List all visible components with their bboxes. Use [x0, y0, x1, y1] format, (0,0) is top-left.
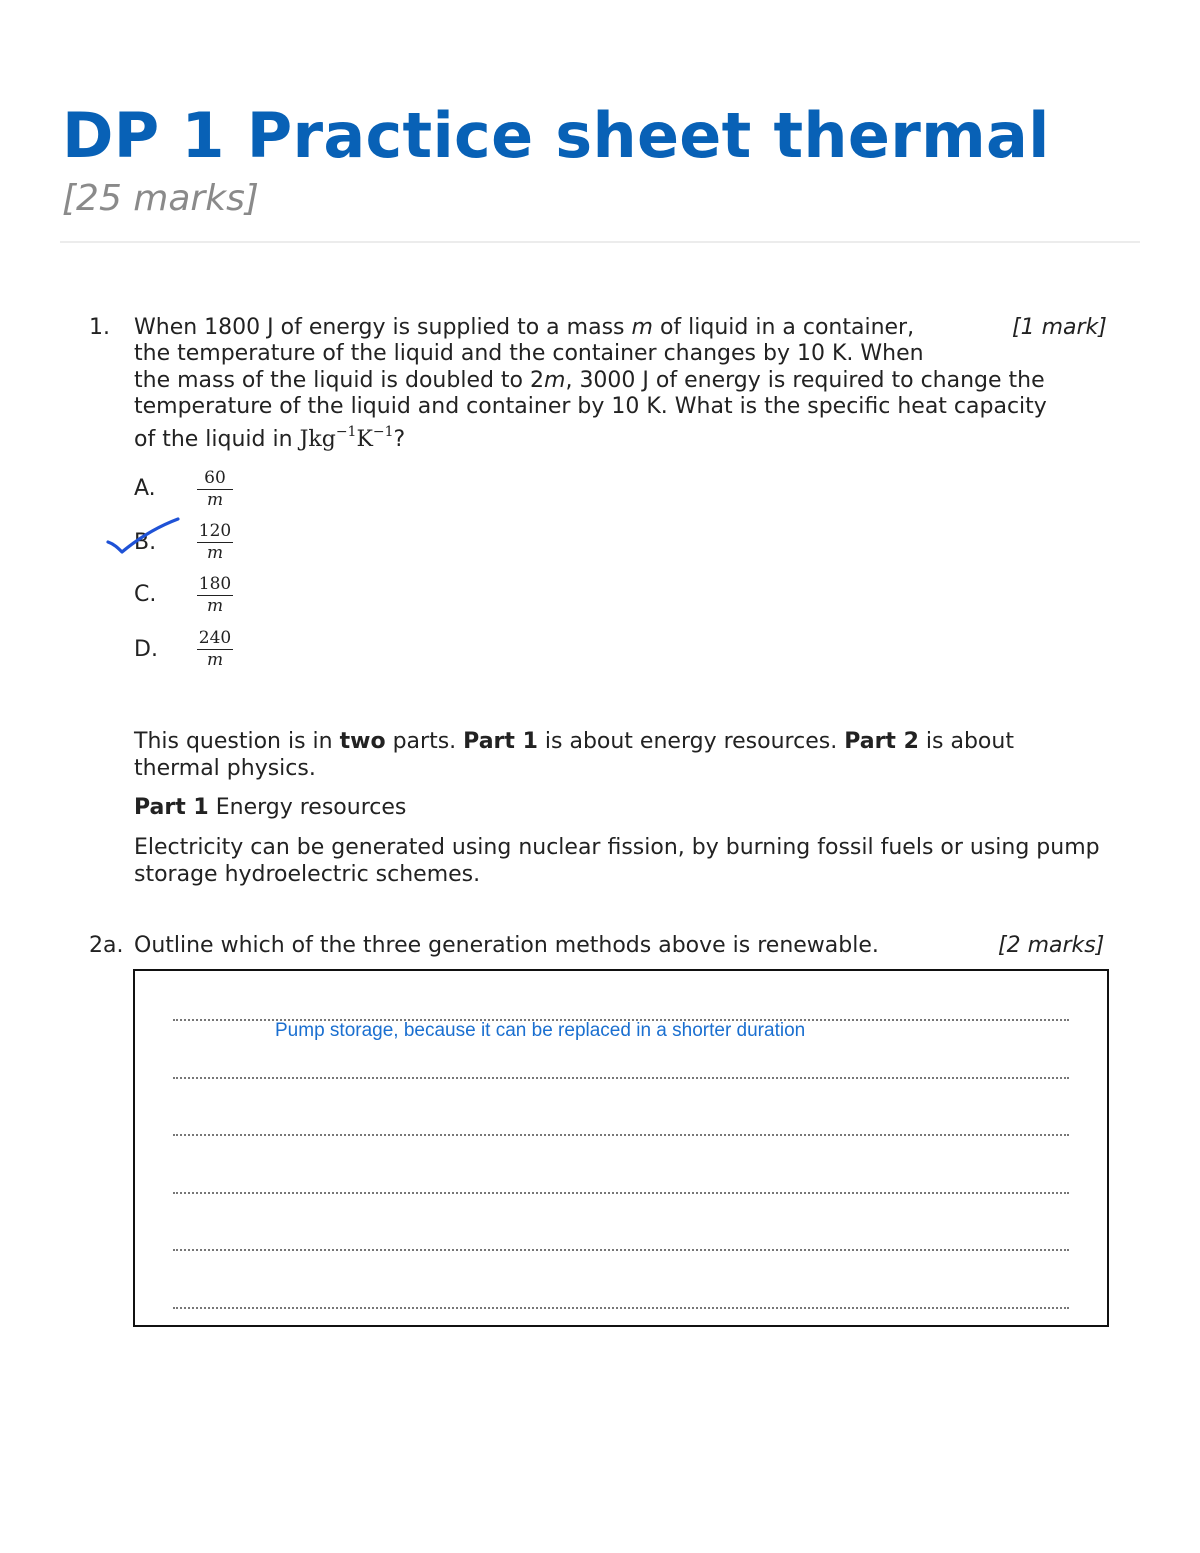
- option-a-den: m: [206, 490, 224, 510]
- option-d-num: 240: [198, 628, 232, 648]
- q1-line1-text: When 1800 J of energy is supplied to a mass: [134, 315, 625, 340]
- q1-marks: [1 mark]: [1012, 315, 1107, 340]
- q1-line2: the temperature of the liquid and the container changes by 10 K. When: [134, 341, 924, 366]
- q1-line3: [134, 368, 1045, 395]
- q1-line5: [134, 423, 406, 454]
- q1-line3-end: , 3000 J of energy is required to change the: [565, 368, 1045, 393]
- unit-j: J: [299, 427, 309, 452]
- unit-kg-exp: −1: [335, 423, 357, 440]
- option-d-label: D.: [134, 637, 158, 662]
- q1-number: 1.: [89, 315, 110, 340]
- page-title: DP 1 Practice sheet thermal: [62, 99, 1050, 172]
- part1-heading: [134, 794, 1124, 821]
- q1-var-m: m: [631, 315, 653, 340]
- total-marks: [25 marks]: [62, 178, 259, 219]
- q1-var-m-2: m: [544, 368, 566, 393]
- intro-paragraph: [134, 728, 1124, 782]
- option-b-num: 120: [198, 521, 232, 541]
- q2a-marks: [2 marks]: [998, 933, 1105, 958]
- intro-two: two: [339, 729, 386, 754]
- intro-text-4: is about: [925, 729, 1014, 754]
- option-c-num: 180: [198, 574, 232, 594]
- option-a-num: 60: [197, 468, 233, 490]
- option-a-fraction: [197, 468, 233, 510]
- answer-box[interactable]: [133, 969, 1109, 1327]
- intro-part2: Part 2: [844, 729, 919, 754]
- intro-text-2: parts.: [392, 729, 457, 754]
- intro-text-5: thermal physics.: [134, 756, 316, 781]
- answer-line: [173, 1077, 1069, 1079]
- answer-line: [173, 1307, 1069, 1309]
- option-c-den: m: [206, 596, 224, 616]
- option-b-fraction: [197, 521, 233, 563]
- option-b-label: B.: [134, 530, 157, 555]
- intro-text-3: is about energy resources.: [544, 729, 838, 754]
- option-d-den: m: [206, 650, 224, 670]
- q1-line5-end: ?: [393, 427, 406, 452]
- part1-title: Energy resources: [215, 795, 407, 820]
- intro-text-1: This question is in: [134, 729, 333, 754]
- q1-line1-end: of liquid in a container,: [659, 315, 915, 340]
- unit-kg: kg: [308, 427, 336, 452]
- intro-part1: Part 1: [463, 729, 538, 754]
- option-c-fraction: [197, 574, 233, 616]
- checkmark-icon: [104, 514, 184, 558]
- q1-line5-start: of the liquid in: [134, 427, 293, 452]
- q1-line1: [134, 315, 914, 342]
- q1-line4: temperature of the liquid and container by 10 K. What is the specific heat capacity: [134, 394, 1047, 419]
- handwritten-answer: Pump storage, because it can be replaced in a shorter duration: [275, 1020, 806, 1041]
- q1-line3-start: the mass of the liquid is doubled to 2: [134, 368, 545, 393]
- q2a-number: 2a.: [89, 933, 124, 958]
- part1-bold: Part 1: [134, 795, 209, 820]
- option-c-label: C.: [134, 582, 157, 607]
- option-d-fraction: [197, 628, 233, 670]
- option-a-label: A.: [134, 476, 156, 501]
- title-divider: [60, 241, 1140, 243]
- unit-k: K: [356, 427, 373, 452]
- option-b-den: m: [206, 543, 224, 563]
- unit-k-exp: −1: [372, 423, 394, 440]
- energy-paragraph: Electricity can be generated using nuclear fission, by burning fossil fuels or using pump storage hydroelectric schemes.: [134, 835, 1100, 887]
- answer-line: [173, 1249, 1069, 1251]
- answer-line: [173, 1134, 1069, 1136]
- q2a-text: Outline which of the three generation methods above is renewable.: [134, 933, 879, 958]
- answer-line: [173, 1192, 1069, 1194]
